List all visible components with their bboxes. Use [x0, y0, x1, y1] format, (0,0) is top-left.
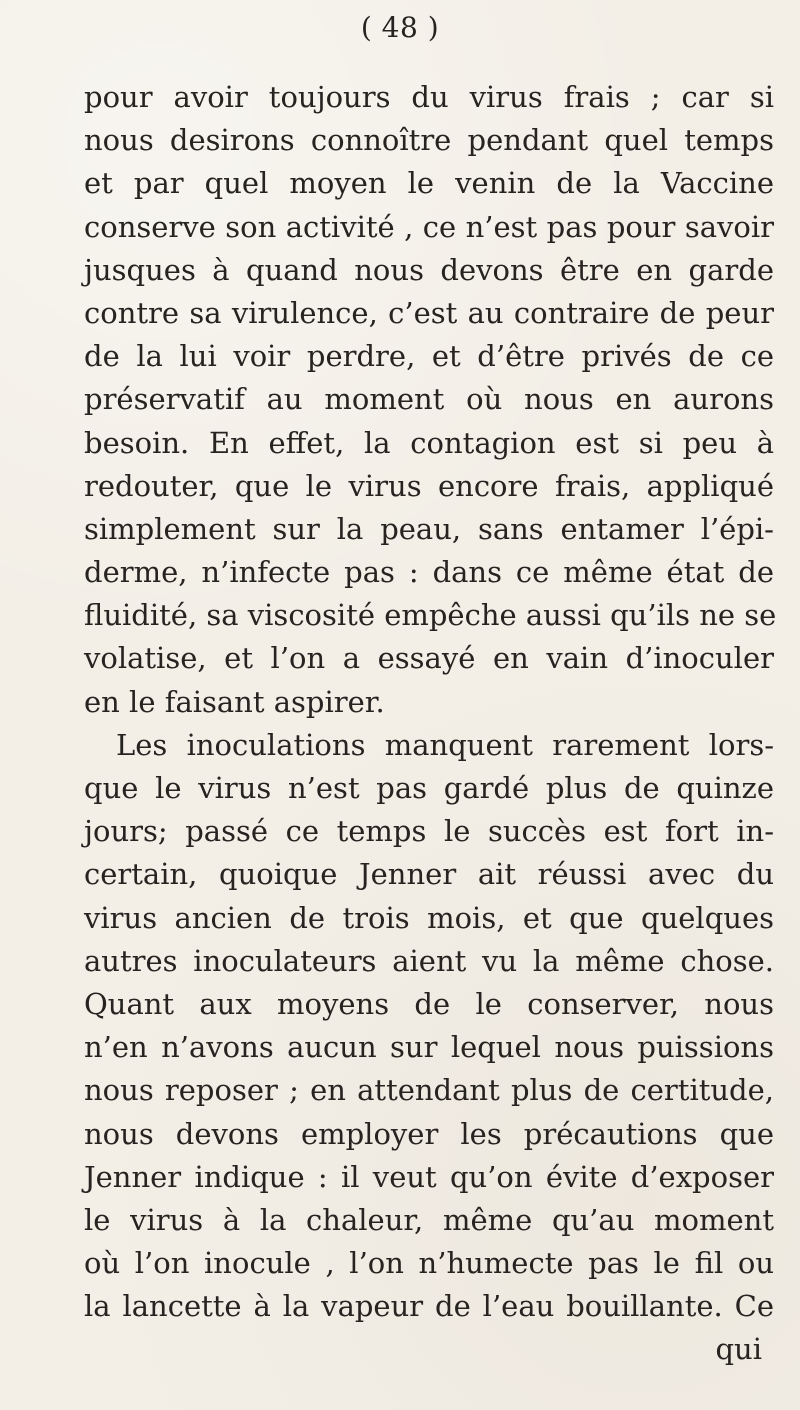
text-line-19: certain, quoique Jenner ait réussi avec du — [84, 857, 774, 892]
text-line-27: le virus à la chaleur, même qu’au moment — [84, 1202, 774, 1237]
text-line-14: volatise, et l’on a essayé en vain d’inoculer — [84, 641, 774, 676]
text-line-17: que le virus n’est pas gardé plus de quinze — [84, 771, 774, 805]
text-line-1: pour avoir toujours du virus frais ; car si — [84, 80, 774, 114]
text-line-18: jours; passé ce temps le succès est fort in- — [84, 814, 774, 849]
text-line-4: conserve son activité , ce n’est pas pour savoir — [84, 209, 774, 244]
text-line-3: et par quel moyen le venin de la Vaccine — [84, 166, 774, 201]
text-line-24: nous reposer ; en attendant plus de certitude, — [84, 1073, 774, 1108]
body-text — [84, 76, 777, 1372]
text-line-26: Jenner indique : il veut qu’on évite d’exposer — [84, 1159, 774, 1194]
page-number-header: ( 48 ) — [360, 11, 440, 44]
text-line-15: en le faisant aspirer. — [84, 684, 385, 719]
text-line-7: de la lui voir perdre, et d’être privés de ce — [84, 339, 774, 374]
text-line-13: fluidité, sa viscosité empêche aussi qu’ils ne se — [84, 598, 777, 633]
text-line-11: simplement sur la peau, sans entamer l’épi- — [84, 511, 774, 546]
text-line-20: virus ancien de trois mois, et que quelques — [84, 900, 774, 935]
text-line-12: derme, n’infecte pas : dans ce même état de — [84, 555, 774, 590]
text-line-25: nous devons employer les précautions que — [84, 1116, 774, 1151]
text-line-16: Les inoculations manquent rarement lors- — [116, 727, 774, 762]
text-line-5: jusques à quand nous devons être en garde — [84, 252, 774, 287]
text-line-2: nous desirons connoître pendant quel temps — [84, 123, 774, 158]
text-line-8: préservatif au moment où nous en aurons — [84, 382, 774, 417]
text-line-22: Quant aux moyens de le conserver, nous — [84, 986, 774, 1021]
text-line-23: n’en n’avons aucun sur lequel nous puissions — [84, 1030, 774, 1065]
text-line-10: redouter, que le virus encore frais, appliqué — [84, 468, 774, 503]
catchword: qui — [715, 1332, 762, 1367]
text-line-9: besoin. En effet, la contagion est si peu à — [84, 425, 774, 460]
text-line-29: la lancette à la vapeur de l’eau bouillante. Ce — [84, 1289, 774, 1324]
text-line-6: contre sa virulence, c’est au contraire de peur — [84, 295, 774, 330]
text-line-21: autres inoculateurs aient vu la même chose. — [84, 943, 774, 978]
text-line-28: où l’on inocule , l’on n’humecte pas le fil ou — [84, 1246, 774, 1281]
